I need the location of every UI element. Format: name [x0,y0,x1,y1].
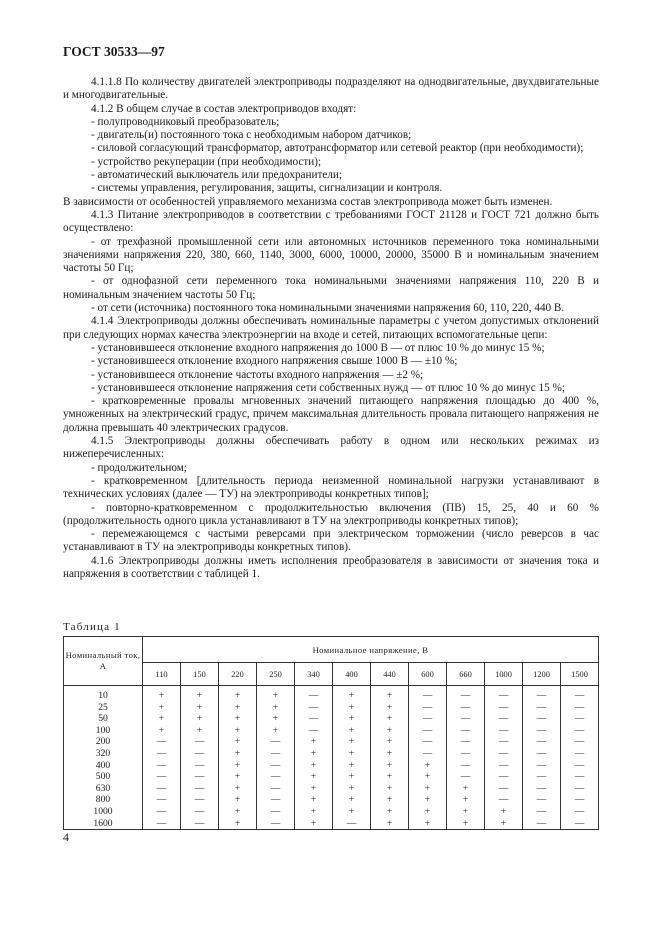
table-cell: — [561,783,599,795]
paragraph: 4.1.1.8 По количеству двигателей электроприводы подразделяют на однодвигательные, двухдвигательные и многодвигательные. [63,76,599,102]
table-cell: — [523,748,561,760]
table-cell: + [409,794,447,806]
table-cell: — [409,713,447,725]
paragraph: - двигатель(и) постоянного тока с необходимым набором датчиков; [91,129,412,142]
current-cell: 400 [64,760,143,772]
table-cell: + [333,713,371,725]
table-cell: + [333,736,371,748]
voltage-cell: 440 [371,663,409,686]
table-cell: — [181,771,219,783]
table-row [64,702,599,714]
voltage-cell: 1000 [485,663,523,686]
table-cell: + [219,702,257,714]
table-row [64,686,599,702]
voltage-cell: 400 [333,663,371,686]
paragraph: - установившееся отклонение входного напряжения свыше 1000 В — ±10 %; [91,355,458,368]
voltage-cell: 150 [181,663,219,686]
table-cell: — [523,794,561,806]
table-cell: — [257,818,295,830]
paragraph: 4.1.5 Электроприводы должны обеспечивать работу в одном или нескольких режимах из нижеперечисленных: [63,435,599,461]
table-cell: — [523,713,561,725]
table-cell: + [219,713,257,725]
table-cell: + [447,794,485,806]
table-cell: + [257,686,295,702]
current-cell: 25 [64,702,143,714]
table-cell: — [447,771,485,783]
table-cell: — [447,686,485,702]
table-cell: — [143,760,181,772]
paragraph: - от однофазной сети переменного тока номинальными значениями напряжения 110, 220 В и номинальным значением частоты 50 Гц; [63,275,599,301]
table-cell: — [409,702,447,714]
table-cell: + [371,725,409,737]
table-cell: + [295,806,333,818]
table-cell: + [371,736,409,748]
paragraph: - продолжительном; [91,461,187,474]
paragraph: - установившееся отклонение напряжения сети собственных нужд — от плюс 10 % до минус 15 %; [91,381,565,394]
table-cell: + [447,818,485,830]
table-cell: + [371,783,409,795]
table-cell: — [485,725,523,737]
table-row [64,725,599,737]
current-cell: 1600 [64,818,143,830]
table-cell: — [485,686,523,702]
table-cell: + [143,702,181,714]
table-cell: — [257,794,295,806]
table-cell: + [371,713,409,725]
table-cell: — [485,794,523,806]
table-cell: — [561,771,599,783]
table-cell: + [409,771,447,783]
table-cell: — [257,760,295,772]
table-cell: — [523,783,561,795]
paragraph: - установившееся отклонение частоты входного напряжения — ±2 %; [91,368,424,381]
voltage-cell: 250 [257,663,295,686]
current-cell: 630 [64,783,143,795]
table-cell: — [485,736,523,748]
table-cell: — [561,794,599,806]
table-cell: — [181,818,219,830]
table-cell: — [561,806,599,818]
table-cell: + [371,702,409,714]
table-cell: — [447,702,485,714]
table-cell: + [409,760,447,772]
table-row [64,713,599,725]
table-cell: + [219,794,257,806]
table-cell: — [561,686,599,702]
table-cell: — [523,806,561,818]
table-cell: + [333,806,371,818]
table-cell: — [485,748,523,760]
table-cell: — [143,794,181,806]
paragraph: - силовой согласующий трансформатор, автотрансформатор или сетевой реактор (при необходимости); [91,142,584,155]
table-cell: + [333,783,371,795]
table-cell: — [181,806,219,818]
table-cell: — [523,686,561,702]
table-cell: — [561,818,599,830]
table-cell: + [447,806,485,818]
table-cell: + [371,818,409,830]
table-cell: — [447,713,485,725]
table-cell: + [219,783,257,795]
table-cell: + [181,725,219,737]
table-cell: + [333,760,371,772]
voltage-cell: 660 [447,663,485,686]
table-cell: — [447,736,485,748]
table-cell: — [561,725,599,737]
table-cell: — [295,713,333,725]
table-cell: — [257,806,295,818]
paragraph: 4.1.3 Питание электроприводов в соответствии с требованиями ГОСТ 21128 и ГОСТ 721 должно быть осуществлено: [63,208,599,235]
table-cell: — [485,783,523,795]
table-cell: — [295,725,333,737]
table-cell: — [485,702,523,714]
table-cell: + [219,736,257,748]
table-cell: + [295,818,333,830]
table-row [64,818,599,830]
table-cell: — [523,702,561,714]
table-cell: — [447,725,485,737]
voltage-header: Номинальное напряжение, В [143,637,599,663]
paragraph: - кратковременные провалы мгновенных значений питающего напряжения площадью до 400 %, умноженных на электрический градус, причем максимальная длительность провала питающего напряжения не должна превышать 40 электрических градусов. [63,395,599,434]
table-cell: — [561,760,599,772]
table-cell: — [257,748,295,760]
table-cell: + [371,806,409,818]
table-body [64,686,599,830]
table-cell: + [143,686,181,702]
table-cell: — [523,818,561,830]
paragraph: - автоматический выключатель или предохранители; [91,169,343,182]
table-cell: + [181,713,219,725]
table-cell: + [219,806,257,818]
table-cell: + [257,713,295,725]
table-cell: + [181,702,219,714]
table-cell: + [333,686,371,702]
table-cell: + [219,748,257,760]
page-number: 4 [63,830,69,844]
paragraph: - полупроводниковый преобразователь; [91,115,280,128]
table-row [64,760,599,772]
table-cell: — [143,748,181,760]
table-cell: + [295,794,333,806]
table-cell: — [257,771,295,783]
table-cell: + [485,818,523,830]
table-cell: + [295,748,333,760]
table-cell: — [181,794,219,806]
voltage-cell: 220 [219,663,257,686]
paragraph: - устройство рекуперации (при необходимости); [91,155,322,168]
table-cell: + [219,686,257,702]
table-cell: — [561,702,599,714]
voltage-row [64,663,599,686]
voltage-cell: 110 [143,663,181,686]
current-cell: 320 [64,748,143,760]
table-cell: — [295,686,333,702]
voltage-cell: 1200 [523,663,561,686]
table-cell: + [333,794,371,806]
paragraph: 4.1.2 В общем случае в состав электроприводов входят: [91,102,357,115]
table-1 [63,636,599,830]
paragraph: В зависимости от особенностей управляемого механизма состав электропривода может быть изменен. [63,195,553,208]
table-cell: + [371,686,409,702]
table-cell: — [485,760,523,772]
table-cell: — [181,783,219,795]
table-cell: + [295,783,333,795]
current-cell: 200 [64,736,143,748]
table-cell: + [219,771,257,783]
table-cell: + [371,760,409,772]
table-cell: — [143,818,181,830]
table-cell: — [523,760,561,772]
table-cell: + [333,725,371,737]
table-row [64,794,599,806]
table-cell: — [523,771,561,783]
table-cell: + [409,783,447,795]
table-cell: + [219,818,257,830]
paragraph: - от трехфазной промышленной сети или автономных источников переменного тока номинальными значениями напряжения 220, 380, 660, 1140, 3000, 6000, 10000, 20000, 35000 В и номинальным значением частоты 50 Гц; [63,235,599,275]
corner-header: Номинальный ток, А [64,637,143,686]
table-cell: — [523,736,561,748]
table-cell: — [333,818,371,830]
table-cell: + [143,713,181,725]
current-cell: 50 [64,713,143,725]
table-cell: — [447,748,485,760]
table-cell: + [333,771,371,783]
table-cell: + [371,771,409,783]
table-cell: — [485,713,523,725]
table-cell: — [447,760,485,772]
table-caption: Таблица 1 [63,621,121,633]
current-cell: 100 [64,725,143,737]
table-cell: — [561,736,599,748]
table-cell: + [333,702,371,714]
table-cell: + [371,794,409,806]
current-cell: 1000 [64,806,143,818]
voltage-cell: 340 [295,663,333,686]
paragraph: - от сети (источника) постоянного тока номинальными значениями напряжения 60, 110, 220, 440 В. [91,302,565,315]
table-cell: + [371,748,409,760]
table-cell: + [295,736,333,748]
table-cell: — [561,713,599,725]
table-cell: + [219,725,257,737]
table-cell: + [409,818,447,830]
paragraph: - кратковременном [длительность периода неизменной номинальной нагрузки устанавливают в технических условиях (далее — ТУ) на электроприводы конкретных типов]; [63,474,599,501]
table-cell: — [409,748,447,760]
table-cell: — [257,783,295,795]
table-cell: + [143,725,181,737]
table-cell: + [409,806,447,818]
table-row [64,748,599,760]
table-row [64,783,599,795]
table-cell: — [143,736,181,748]
table-cell: — [143,806,181,818]
table-cell: — [181,760,219,772]
document-header: ГОСТ 30533—97 [63,44,165,59]
current-cell: 500 [64,771,143,783]
paragraph: - системы управления, регулирования, защиты, сигнализации и контроля. [91,182,443,195]
current-cell: 800 [64,794,143,806]
table-cell: — [485,771,523,783]
table-row [64,736,599,748]
paragraph: - перемежающемся с частыми реверсами при электрическом торможении (число реверсов в час устанавливают в ТУ на электроприводы конкретных типов). [63,528,599,554]
table-cell: + [295,771,333,783]
table-cell: — [409,736,447,748]
voltage-cell: 1500 [561,663,599,686]
paragraph: 4.1.6 Электроприводы должны иметь исполнения преобразователя в зависимости от значения тока и напряжения в соответствии с таблицей 1. [63,554,599,580]
table-cell: + [257,725,295,737]
table-cell: + [333,748,371,760]
table-cell: — [523,725,561,737]
table-cell: + [181,686,219,702]
table-cell: + [219,760,257,772]
table-cell: — [257,736,295,748]
paragraph: - повторно-кратковременном с продолжительностью включения (ПВ) 15, 25, 40 и 60 % (продолжительность одного цикла устанавливают в ТУ на электроприводы конкретных типов); [63,501,599,527]
table-cell: + [295,760,333,772]
table-cell: + [447,783,485,795]
current-cell: 10 [64,686,143,702]
body-text [63,76,599,581]
table-row [64,771,599,783]
table-cell: — [143,771,181,783]
table-cell: — [561,748,599,760]
table-cell: + [257,702,295,714]
voltage-cell: 600 [409,663,447,686]
paragraph: - установившееся отклонение входного напряжения до 1000 В — от плюс 10 % до минус 15 %; [91,341,545,354]
table-cell: — [181,736,219,748]
table-cell: — [143,783,181,795]
table-cell: + [485,806,523,818]
table-cell: — [409,686,447,702]
table-row [64,806,599,818]
table-cell: — [295,702,333,714]
paragraph: 4.1.4 Электроприводы должны обеспечивать номинальные параметры с учетом допустимых отклонений при следующих нормах качества электроэнергии на входе и сетей, питающих вспомогательные цепи: [63,315,599,341]
table-cell: — [181,748,219,760]
table-cell: — [409,725,447,737]
